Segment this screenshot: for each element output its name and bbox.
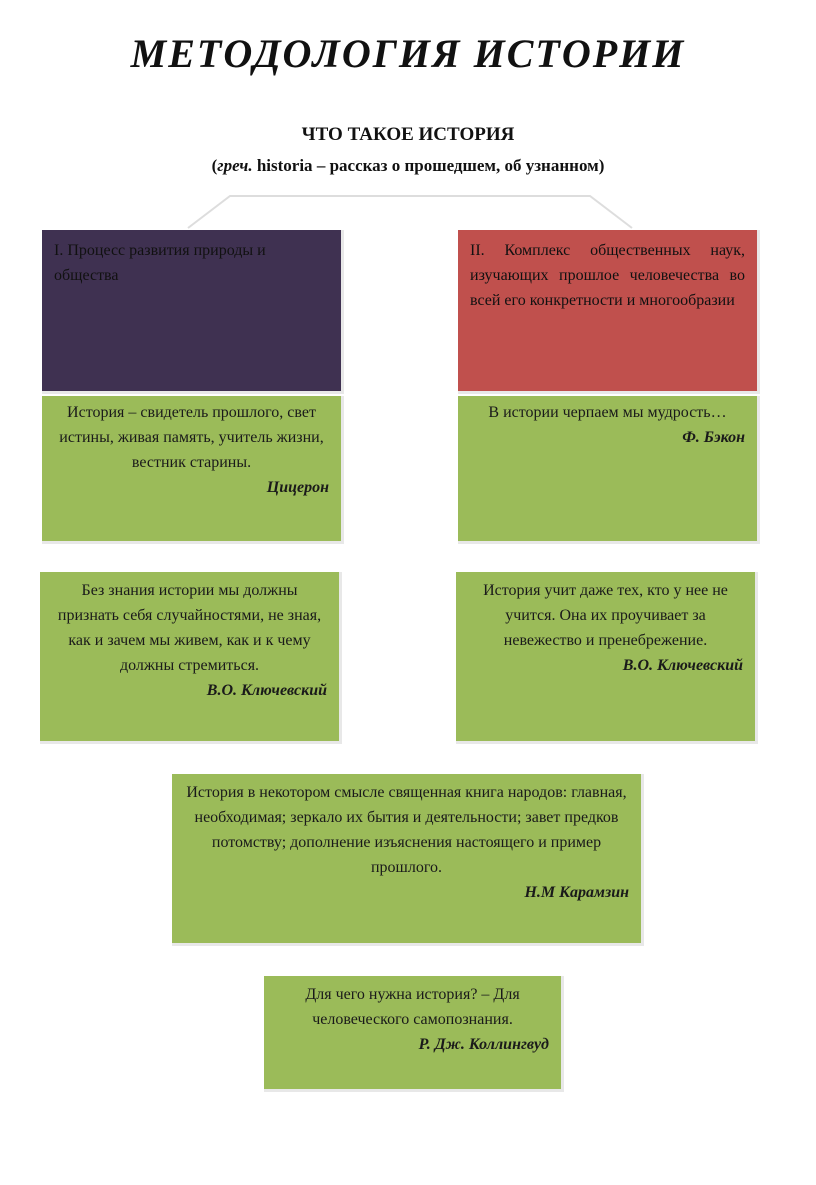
definition-box-first (42, 230, 344, 394)
definition-text: II. Комплекс общественных наук, изучающих прошлое человечества во всей его конкретности и многообразии (470, 242, 745, 309)
quote-text: История учит даже тех, кто у нее не учится. Она их проучивает за невежество и пренебрежение. (483, 582, 728, 649)
quote-author: Н.М Карамзин (524, 884, 629, 901)
quote-box-klyuchevsky-1 (40, 572, 342, 744)
quote-box-collingwood (264, 976, 564, 1092)
etymology-meaning: – рассказ о прошедшем, об узнанном) (312, 156, 605, 175)
quote-text: История – свидетель прошлого, свет истины, живая память, учитель жизни, вестник старины. (59, 404, 324, 471)
quote-author: Ф. Бэкон (682, 429, 745, 446)
etymology-open: ( (211, 156, 218, 175)
quote-author: Р. Дж. Коллингвуд (418, 1036, 549, 1053)
definition-box-second (458, 230, 760, 394)
quote-box-karamzin (172, 774, 644, 946)
quote-box-klyuchevsky-2 (456, 572, 758, 744)
quote-text: История в некотором смысле священная книга народов: главная, необходимая; зеркало их бытия и деятельности; завет предков потомству; дополнение изъяснения настоящего и пример прошлого. (186, 784, 627, 876)
quote-text: В истории черпаем мы мудрость… (488, 404, 727, 421)
quote-text: Без знания истории мы должны признать себя случайностями, не зная, как и зачем мы живем, как и к чему должны стремиться. (57, 582, 322, 674)
quote-box-bacon (458, 396, 760, 544)
quote-author: Цицерон (266, 479, 329, 496)
etymology-word: historia (252, 156, 313, 175)
section-heading: ЧТО ТАКОЕ ИСТОРИЯ (301, 124, 515, 145)
quote-author: В.О. Ключевский (622, 657, 743, 674)
quote-box-cicero (42, 396, 344, 544)
page-title: МЕТОДОЛОГИЯ ИСТОРИИ (130, 31, 686, 76)
branch-connector (0, 0, 816, 240)
definition-text: I. Процесс развития природы и общества (54, 242, 266, 284)
etymology-lang: греч. (217, 156, 253, 175)
quote-text: Для чего нужна история? – Для человеческого самопознания. (305, 986, 520, 1028)
quote-author: В.О. Ключевский (206, 682, 327, 699)
